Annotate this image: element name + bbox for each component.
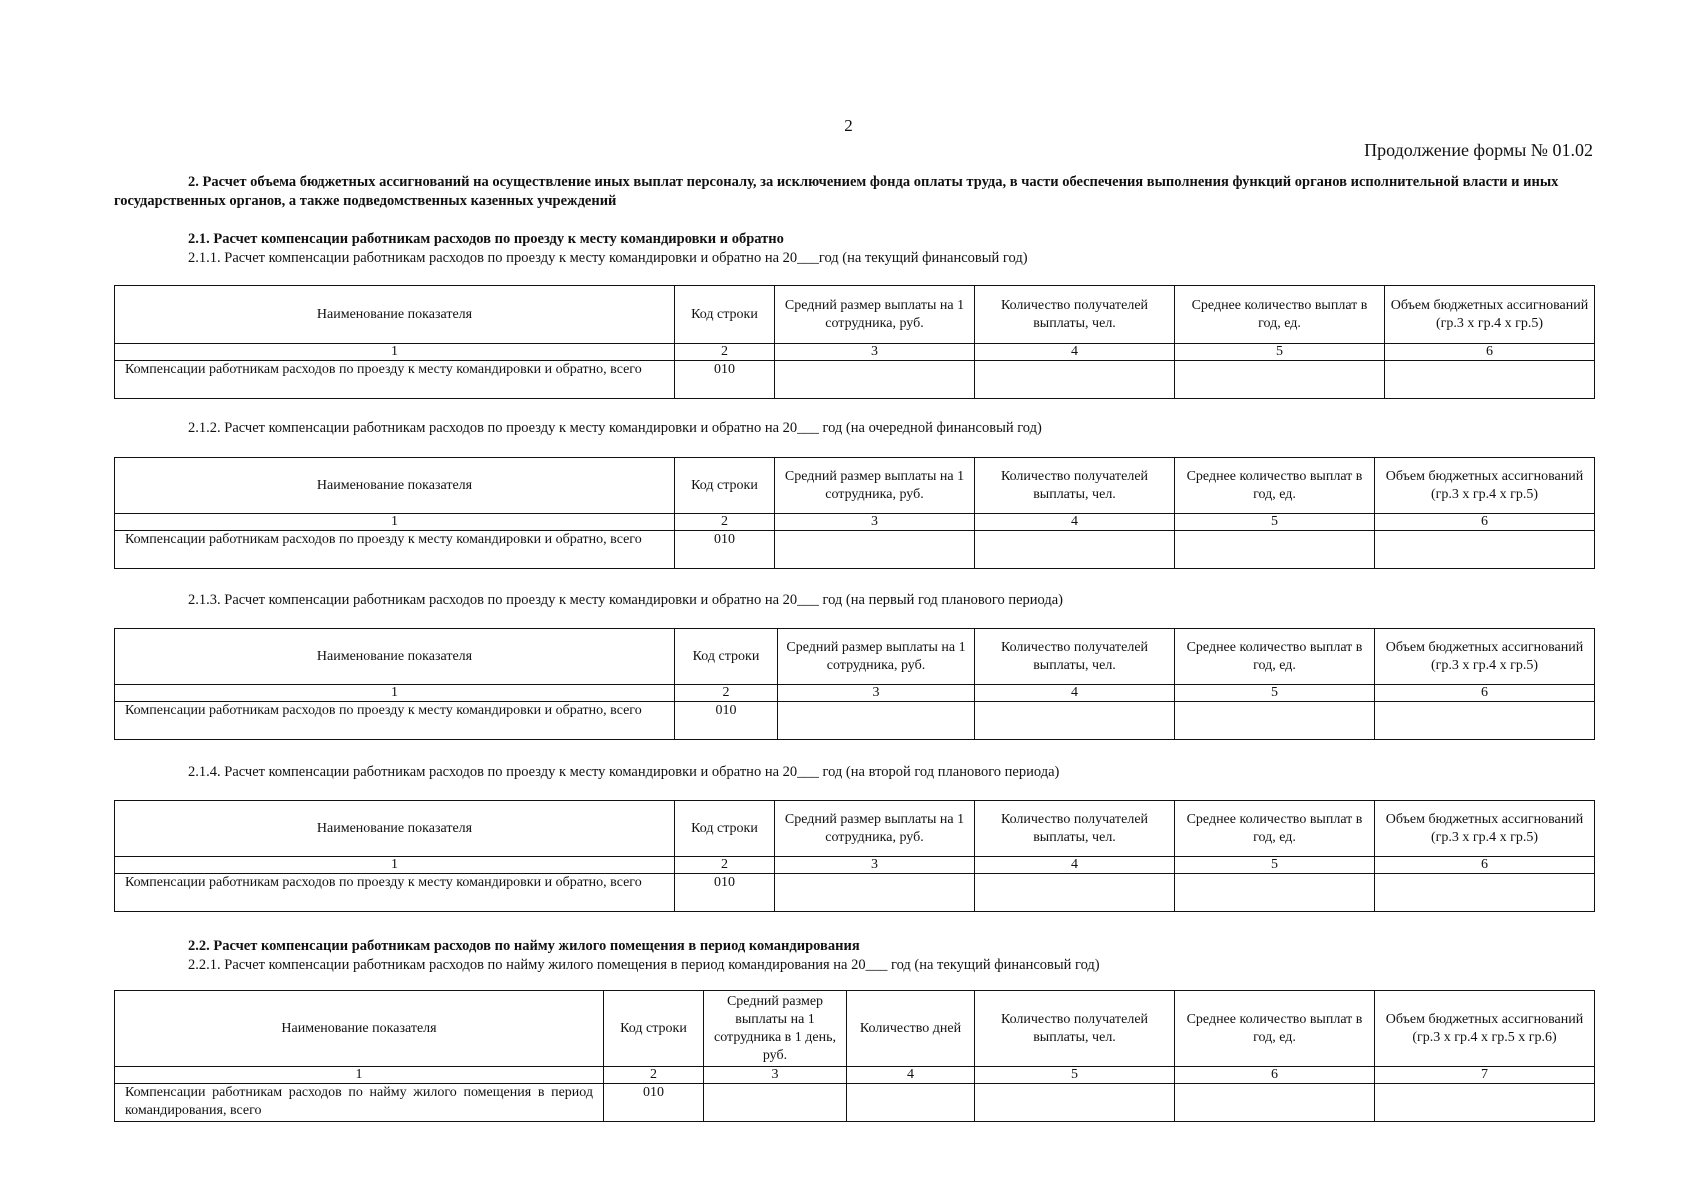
header-avg-count: Среднее количество выплат в год, ед. [1175, 629, 1375, 685]
col-number: 5 [1175, 857, 1375, 874]
col-number: 3 [775, 857, 975, 874]
col-number: 1 [115, 344, 675, 361]
col-number: 1 [115, 1067, 604, 1084]
col-number: 5 [975, 1067, 1175, 1084]
col-number: 3 [775, 344, 975, 361]
col-number: 6 [1375, 514, 1595, 531]
header-name: Наименование показателя [115, 991, 604, 1067]
header-code: Код строки [675, 801, 775, 857]
col-number: 4 [975, 685, 1175, 702]
cell-volume [1375, 1084, 1595, 1122]
header-code: Код строки [675, 629, 778, 685]
header-avg-count: Среднее количество выплат в год, ед. [1175, 801, 1375, 857]
header-avg-pay: Средний размер выплаты на 1 сотрудника, руб. [775, 458, 975, 514]
col-number: 2 [675, 514, 775, 531]
col-number: 4 [847, 1067, 975, 1084]
section-title: 2. Расчет объема бюджетных ассигнований на осуществление иных выплат персоналу, за исключением фонда оплаты труда, в части обеспечения выполнения функций органов исполнительной власти и иных государственных органов, а также подведомственных казенных учреждений [114, 174, 1559, 209]
section-2-2-title: 2.2. Расчет компенсации работникам расходов по найму жилого помещения в период командирования [188, 938, 860, 954]
header-avg-pay: Средний размер выплаты на 1 сотрудника, руб. [775, 801, 975, 857]
col-number: 5 [1175, 344, 1385, 361]
header-code: Код строки [604, 991, 704, 1067]
cell-avg-count [1175, 1084, 1375, 1122]
col-number: 1 [115, 857, 675, 874]
col-number: 3 [778, 685, 975, 702]
row-name: Компенсации работникам расходов по проезду к месту командировки и обратно, всего [115, 531, 675, 569]
cell-avg-count [1175, 702, 1375, 740]
table-2-1-3 [114, 628, 1595, 740]
col-number: 2 [675, 685, 778, 702]
cell-avg-pay [775, 874, 975, 912]
header-recipients: Количество получателей выплаты, чел. [975, 286, 1175, 344]
header-avg-count: Среднее количество выплат в год, ед. [1175, 991, 1375, 1067]
table-2-1-1 [114, 285, 1595, 399]
cell-avg-pay-day [704, 1084, 847, 1122]
table-2-1-4 [114, 800, 1595, 912]
header-recipients: Количество получателей выплаты, чел. [975, 801, 1175, 857]
row-code: 010 [675, 361, 775, 399]
cell-volume [1385, 361, 1595, 399]
cell-avg-pay [775, 361, 975, 399]
cell-volume [1375, 702, 1595, 740]
cell-avg-pay [775, 531, 975, 569]
col-number: 1 [115, 514, 675, 531]
header-code: Код строки [675, 458, 775, 514]
header-recipients: Количество получателей выплаты, чел. [975, 991, 1175, 1067]
table-2-2-1 [114, 990, 1595, 1122]
col-number: 3 [775, 514, 975, 531]
header-avg-count: Среднее количество выплат в год, ед. [1175, 286, 1385, 344]
col-number: 7 [1375, 1067, 1595, 1084]
header-name: Наименование показателя [115, 286, 675, 344]
col-number: 2 [675, 857, 775, 874]
header-volume: Объем бюджетных ассигнований (гр.3 х гр.4 х гр.5) [1375, 801, 1595, 857]
header-name: Наименование показателя [115, 458, 675, 514]
row-code: 010 [675, 531, 775, 569]
col-number: 4 [975, 514, 1175, 531]
page-number: 2 [844, 116, 853, 135]
cell-volume [1375, 874, 1595, 912]
cell-avg-count [1175, 874, 1375, 912]
col-number: 2 [675, 344, 775, 361]
col-number: 5 [1175, 514, 1375, 531]
header-recipients: Количество получателей выплаты, чел. [975, 629, 1175, 685]
row-name: Компенсации работникам расходов по проезду к месту командировки и обратно, всего [115, 702, 675, 740]
col-number: 2 [604, 1067, 704, 1084]
header-recipients: Количество получателей выплаты, чел. [975, 458, 1175, 514]
header-volume: Объем бюджетных ассигнований (гр.3 х гр.4 х гр.5) [1375, 458, 1595, 514]
row-name: Компенсации работникам расходов по проезду к месту командировки и обратно, всего [115, 874, 675, 912]
col-number: 6 [1375, 857, 1595, 874]
col-number: 6 [1375, 685, 1595, 702]
col-number: 3 [704, 1067, 847, 1084]
header-volume: Объем бюджетных ассигнований (гр.3 х гр.4 х гр.5 х гр.6) [1375, 991, 1595, 1067]
header-avg-pay: Средний размер выплаты на 1 сотрудника, руб. [775, 286, 975, 344]
cell-recipients [975, 702, 1175, 740]
table-2-1-3-caption: 2.1.3. Расчет компенсации работникам расходов по проезду к месту командировки и обратно на 20___ год (на первый год планового периода) [188, 592, 1063, 608]
cell-recipients [975, 874, 1175, 912]
table-2-2-1-caption: 2.2.1. Расчет компенсации работникам расходов по найму жилого помещения в период командирования на 20___ год (на текущий финансовый год) [188, 957, 1100, 973]
header-days: Количество дней [847, 991, 975, 1067]
table-2-1-2-caption: 2.1.2. Расчет компенсации работникам расходов по проезду к месту командировки и обратно на 20___ год (на очередной финансовый год) [188, 420, 1042, 436]
header-avg-pay: Средний размер выплаты на 1 сотрудника, руб. [778, 629, 975, 685]
col-number: 4 [975, 344, 1175, 361]
row-name: Компенсации работникам расходов по проезду к месту командировки и обратно, всего [115, 361, 675, 399]
col-number: 6 [1385, 344, 1595, 361]
table-2-1-4-caption: 2.1.4. Расчет компенсации работникам расходов по проезду к месту командировки и обратно на 20___ год (на второй год планового периода) [188, 764, 1060, 780]
header-volume: Объем бюджетных ассигнований (гр.3 х гр.4 х гр.5) [1375, 629, 1595, 685]
col-number: 5 [1175, 685, 1375, 702]
cell-avg-count [1175, 531, 1375, 569]
row-code: 010 [604, 1084, 704, 1122]
cell-avg-pay [778, 702, 975, 740]
cell-avg-count [1175, 361, 1385, 399]
row-code: 010 [675, 702, 778, 740]
cell-volume [1375, 531, 1595, 569]
header-name: Наименование показателя [115, 629, 675, 685]
cell-recipients [975, 531, 1175, 569]
header-avg-count: Среднее количество выплат в год, ед. [1175, 458, 1375, 514]
header-volume: Объем бюджетных ассигнований (гр.3 х гр.4 х гр.5) [1385, 286, 1595, 344]
table-2-1-1-caption: 2.1.1. Расчет компенсации работникам расходов по проезду к месту командировки и обратно на 20___год (на текущий финансовый год) [188, 250, 1028, 266]
header-avg-pay-day: Средний размер выплаты на 1 сотрудника в 1 день, руб. [704, 991, 847, 1067]
cell-recipients [975, 361, 1175, 399]
col-number: 1 [115, 685, 675, 702]
row-name: Компенсации работникам расходов по найму жилого помещения в период командирования, всего [115, 1084, 604, 1122]
header-code: Код строки [675, 286, 775, 344]
row-code: 010 [675, 874, 775, 912]
table-2-1-2 [114, 457, 1595, 569]
form-continuation-label: Продолжение формы № 01.02 [1364, 140, 1593, 160]
col-number: 6 [1175, 1067, 1375, 1084]
cell-recipients [975, 1084, 1175, 1122]
header-name: Наименование показателя [115, 801, 675, 857]
col-number: 4 [975, 857, 1175, 874]
cell-days [847, 1084, 975, 1122]
section-2-1-title: 2.1. Расчет компенсации работникам расходов по проезду к месту командировки и обратно [188, 231, 784, 247]
